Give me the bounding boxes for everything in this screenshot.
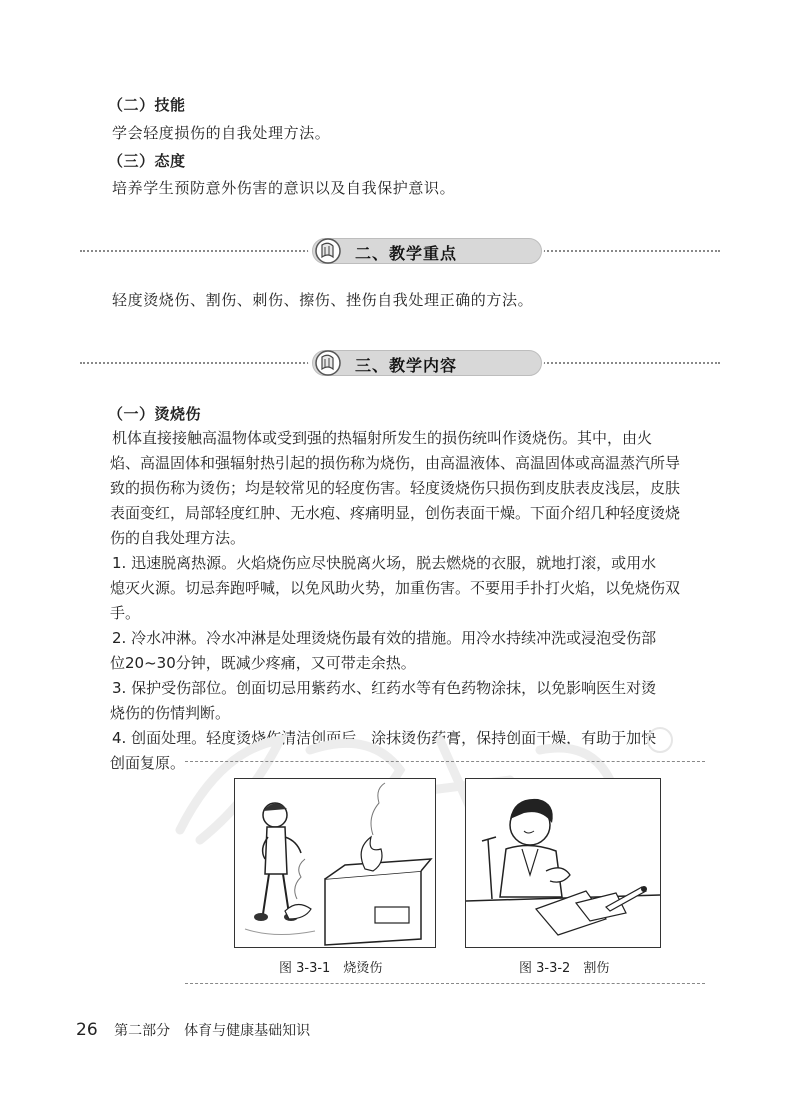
page-footer [76, 1020, 310, 1040]
step-1-line-2: 熄灭火源。切忌奔跑呼喊，以免风助火势，加重伤害。不要用手扑打火焰，以免烧伤双手。 [110, 579, 681, 622]
section-bar-content [80, 348, 720, 378]
text-line: 焰、高温固体和强辐射热引起的损伤称为烧伤，由高温液体、高温固体或高温蒸汽所导 [110, 454, 681, 472]
burns-intro [112, 426, 702, 551]
text-line: 机体直接接触高温物体或受到强的热辐射所发生的损伤统叫作烫烧伤。其中，由火 [112, 429, 653, 447]
figure-burn-caption: 图 3-3-1 烧烫伤 [279, 961, 383, 976]
figure-top-rule [185, 761, 705, 762]
section-pill [308, 236, 544, 264]
attitude-heading: （三）态度 [108, 152, 186, 170]
section-badge-icon [313, 237, 343, 265]
page-number: 26 [76, 1020, 98, 1040]
step-3-line-1: 3. 保护受伤部位。创面切忌用紫药水、红药水等有色药物涂抹，以免影响医生对烫 [112, 679, 657, 697]
step-3-line-2: 烧伤的伤情判断。 [110, 704, 231, 722]
text-line: 表面变红，局部轻度红肿、无水疱、疼痛明显，创伤表面干燥。下面介绍几种轻度烫烧 [110, 504, 681, 522]
section-title: 三、教学内容 [355, 356, 458, 375]
footer-text: 第二部分 体育与健康基础知识 [114, 1023, 311, 1039]
figure-cut [465, 778, 661, 948]
figure-cut-caption: 图 3-3-2 割伤 [519, 961, 610, 976]
step-1-line-1: 1. 迅速脱离热源。火焰烧伤应尽快脱离火场，脱去燃烧的衣服，就地打滚，或用水 [112, 554, 657, 572]
step-4-line-2: 创面复原。 [110, 754, 186, 772]
skills-heading: （二）技能 [108, 96, 186, 114]
text-line: 致的损伤称为烫伤；均是较常见的轻度伤害。轻度烫烧伤只损伤到皮肤表皮浅层，皮肤 [110, 479, 681, 497]
burn-illustration-icon [235, 779, 435, 947]
skills-text: 学会轻度损伤的自我处理方法。 [112, 124, 331, 142]
key-points-text: 轻度烫烧伤、割伤、刺伤、擦伤、挫伤自我处理正确的方法。 [112, 291, 534, 309]
attitude-text: 培养学生预防意外伤害的意识以及自我保护意识。 [112, 179, 456, 197]
cut-illustration-icon [466, 779, 660, 947]
text-line: 伤的自我处理方法。 [110, 529, 246, 547]
burns-heading: （一）烫烧伤 [108, 405, 202, 423]
figure-bottom-rule [185, 983, 705, 984]
section-bar-key-points [80, 236, 720, 266]
step-2-line-2: 位20~30分钟，既减少疼痛，又可带走余热。 [110, 654, 416, 672]
section-badge-icon [313, 349, 343, 377]
section-pill [308, 348, 544, 376]
section-title: 二、教学重点 [355, 244, 458, 263]
step-4-line-1: 4. 创面处理。轻度烫烧伤清洁创面后，涂抹烫伤药膏，保持创面干燥，有助于加快 [112, 729, 657, 747]
step-2-line-1: 2. 冷水冲淋。冷水冲淋是处理烫烧伤最有效的措施。用冷水持续冲洗或浸泡受伤部 [112, 629, 657, 647]
figure-burn [234, 778, 436, 948]
